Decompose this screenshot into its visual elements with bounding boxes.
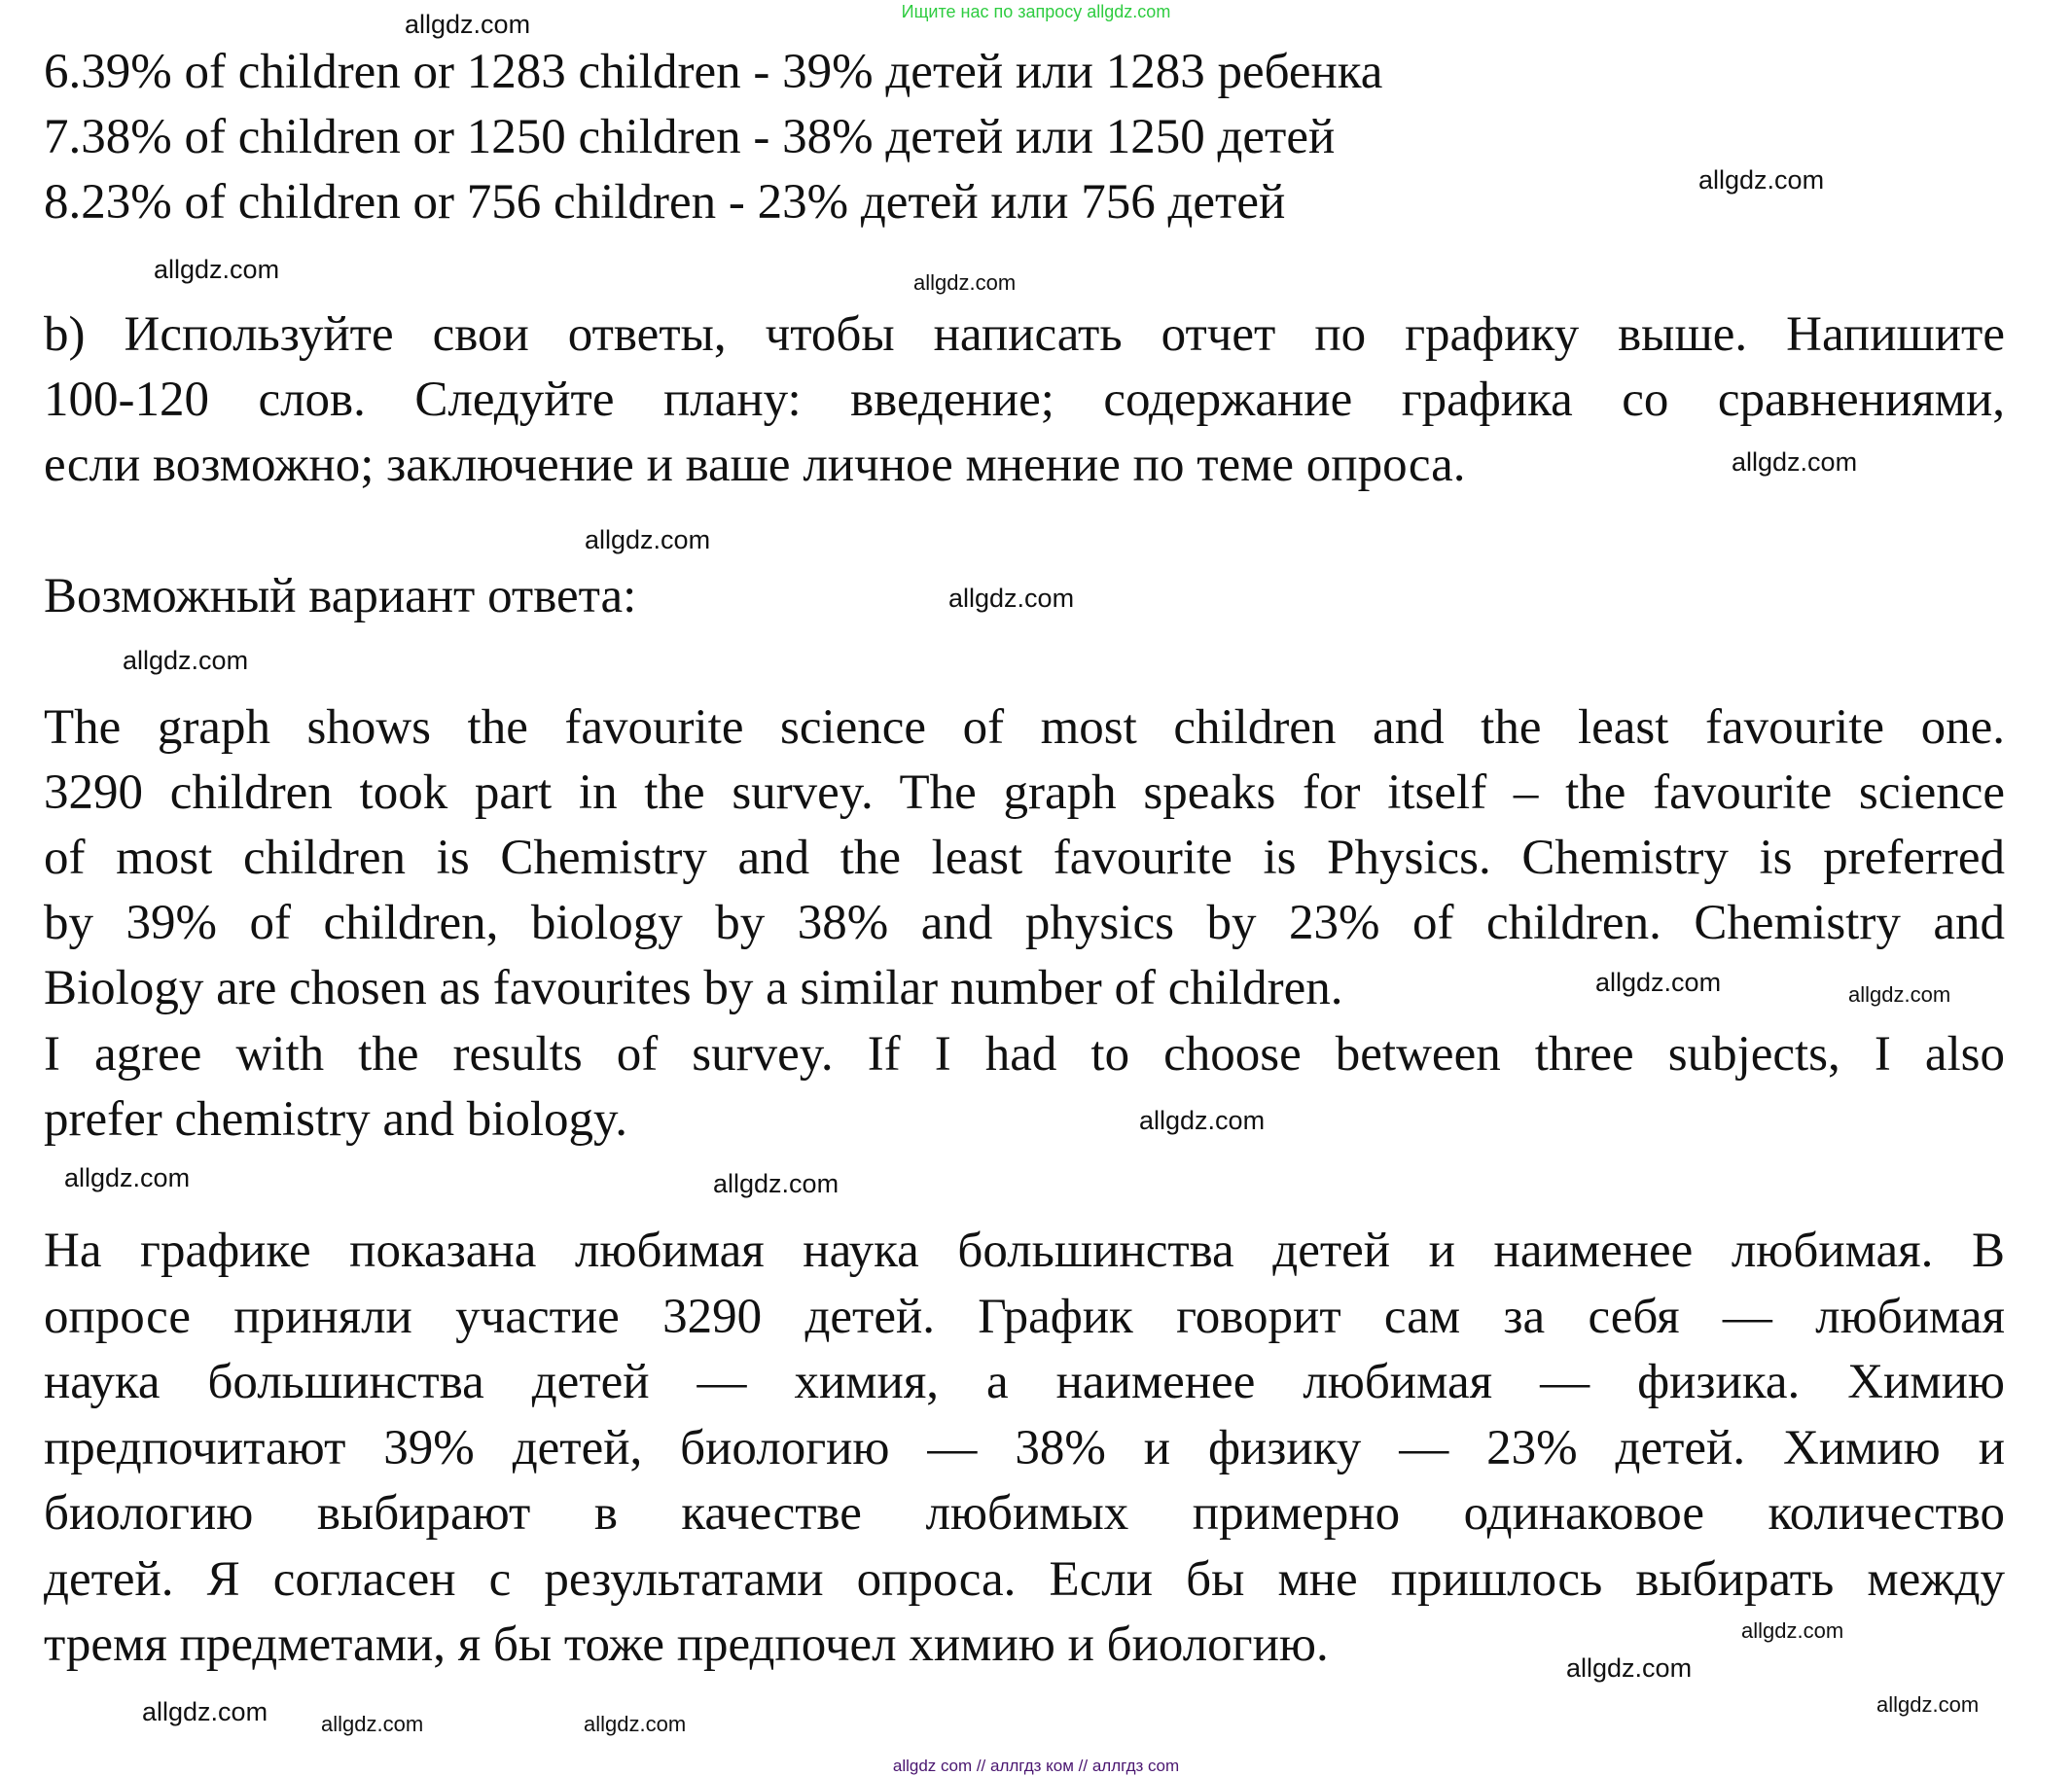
answer-line: 6.39% of children or 1283 children - 39% детей или 1283 ребенка: [44, 45, 1383, 99]
watermark: allgdz.com: [123, 646, 249, 675]
watermark: allgdz.com: [584, 1712, 687, 1736]
watermark: allgdz.com: [585, 525, 711, 554]
watermark: allgdz.com: [142, 1697, 268, 1726]
russian-line: биологию выбирают в качестве любимых примерно одинаковое количество: [44, 1486, 2005, 1541]
footer-banner[interactable]: allgdz com // аллгдз ком // аллгдз com: [892, 1757, 1180, 1775]
watermark: allgdz.com: [948, 584, 1075, 613]
watermark: allgdz.com: [1698, 165, 1825, 195]
english-line: of most children is Chemistry and the least favourite is Physics. Chemistry is preferred: [44, 831, 2005, 885]
russian-line: На графике показана любимая наука большинства детей и наименее любимая. В: [44, 1224, 2005, 1278]
watermark: allgdz.com: [321, 1712, 424, 1736]
answer-line: 8.23% of children or 756 children - 23% детей или 756 детей: [44, 175, 1286, 230]
watermark: allgdz.com: [713, 1169, 840, 1198]
watermark: allgdz.com: [405, 10, 531, 39]
english-line: prefer chemistry and biology.: [44, 1092, 627, 1147]
english-line: I agree with the results of survey. If I had to choose between three subjects, I also: [44, 1027, 2005, 1082]
english-line: 3290 children took part in the survey. The graph speaks for itself – the favourite science: [44, 765, 2005, 820]
russian-line: детей. Я согласен с результатами опроса. Если бы мне пришлось выбирать между: [44, 1552, 2005, 1607]
watermark: allgdz.com: [1139, 1106, 1266, 1135]
russian-line: опросе приняли участие 3290 детей. График говорит сам за себя — любимая: [44, 1290, 2005, 1344]
english-line: The graph shows the favourite science of most children and the least favourite one.: [44, 700, 2005, 755]
task-line: b) Используйте свои ответы, чтобы написать отчет по графику выше. Напишите: [44, 307, 2005, 362]
task-line: если возможно; заключение и ваше личное мнение по теме опроса.: [44, 438, 1466, 492]
english-line: Biology are chosen as favourites by a similar number of children.: [44, 961, 1343, 1015]
russian-line: предпочитают 39% детей, биологию — 38% и физику — 23% детей. Химию и: [44, 1421, 2005, 1475]
watermark: allgdz.com: [1732, 447, 1858, 477]
russian-line: наука большинства детей — химия, а наименее любимая — физика. Химию: [44, 1355, 2005, 1409]
header-banner[interactable]: Ищите нас по запросу allgdz.com: [901, 2, 1171, 21]
answer-line: 7.38% of children or 1250 children - 38% детей или 1250 детей: [44, 110, 1336, 164]
watermark: allgdz.com: [1595, 968, 1722, 997]
watermark: allgdz.com: [913, 270, 1017, 295]
task-line: 100-120 слов. Следуйте плану: введение; содержание графика со сравнениями,: [44, 373, 2005, 427]
sample-heading: Возможный вариант ответа:: [44, 569, 637, 623]
watermark: allgdz.com: [1876, 1692, 1980, 1717]
watermark: allgdz.com: [1848, 982, 1951, 1007]
russian-line: тремя предметами, я бы тоже предпочел химию и биологию.: [44, 1617, 1329, 1672]
watermark: allgdz.com: [1741, 1618, 1844, 1643]
watermark: allgdz.com: [64, 1163, 191, 1192]
watermark: allgdz.com: [1566, 1653, 1693, 1683]
watermark: allgdz.com: [154, 255, 280, 284]
english-line: by 39% of children, biology by 38% and physics by 23% of children. Chemistry and: [44, 896, 2005, 950]
